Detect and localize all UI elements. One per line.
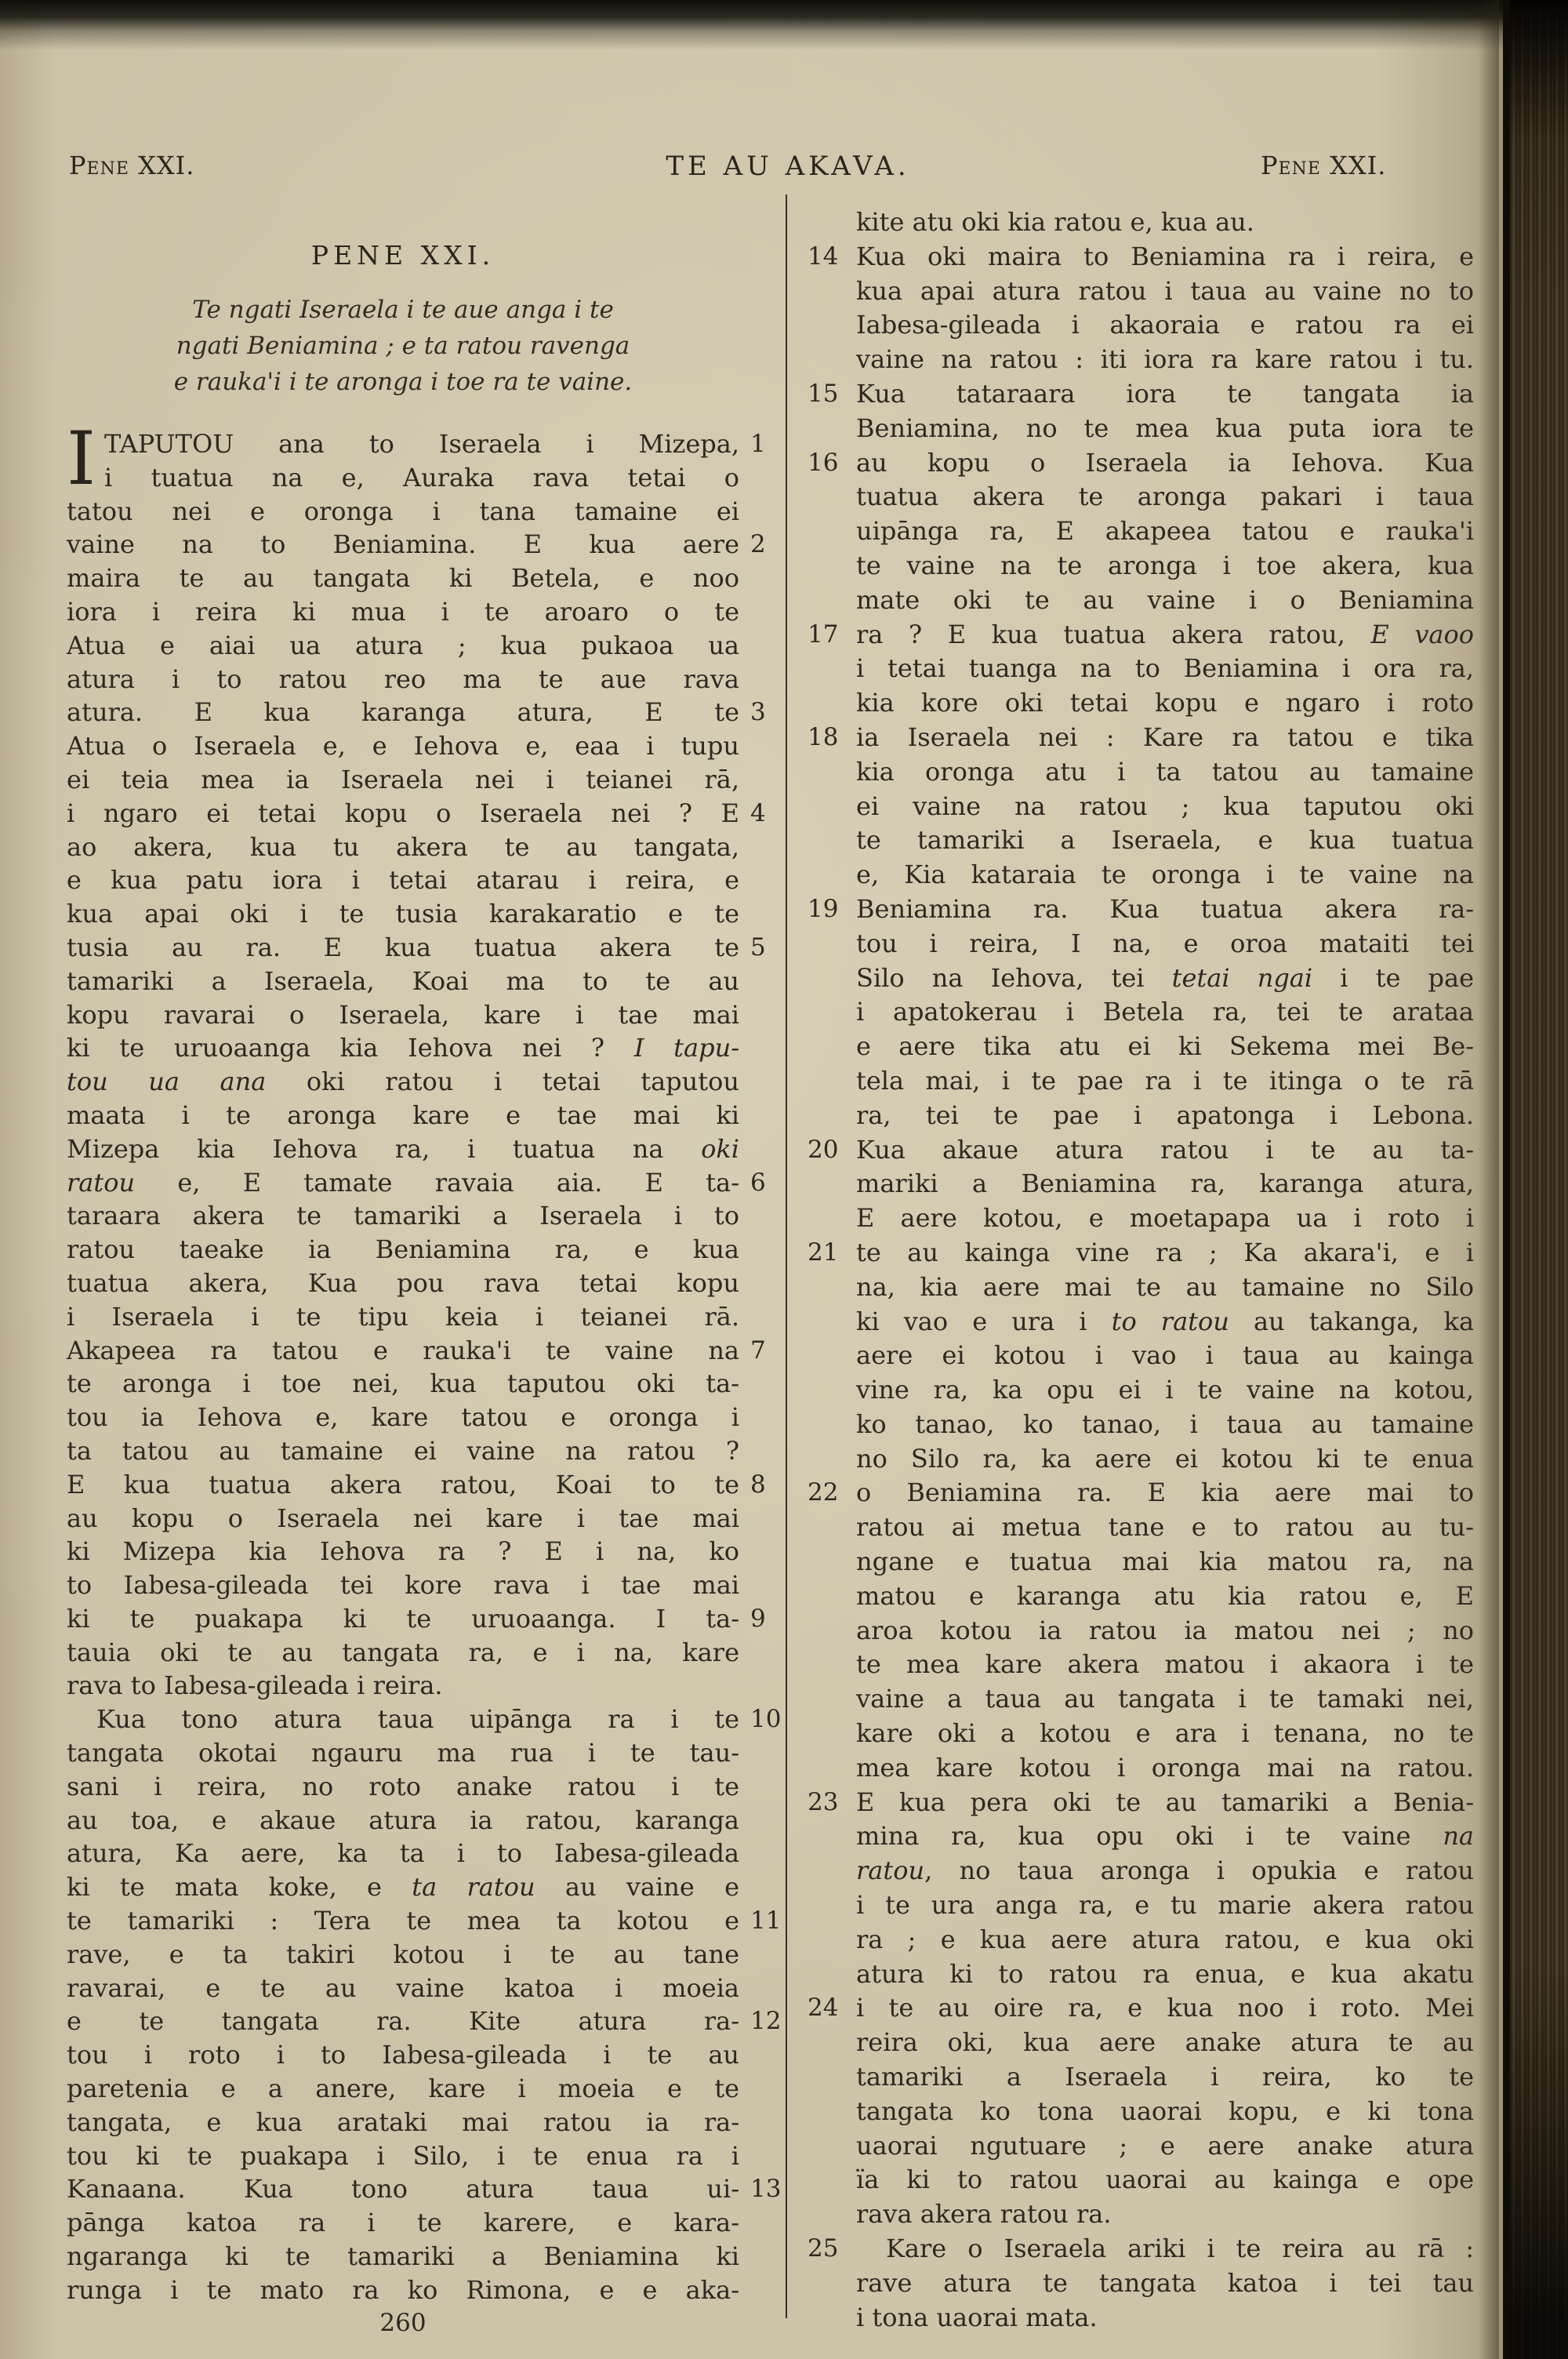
text-line (856, 1167, 1474, 1201)
line-text: kare oki a kotou e ara i tenana, no te (856, 1718, 1474, 1749)
text-line (67, 998, 739, 1032)
line-text: tusia au ra. E kua tuatua akera te (67, 932, 739, 962)
line-text: au kopu o Iseraela ia Iehova. Kua (856, 447, 1474, 478)
line-text: ra ; e kua aere atura ratou, e kua oki (856, 1924, 1474, 1954)
text-line (67, 1468, 766, 1502)
line-text: sani i reira, no roto anake ratou i te (67, 1771, 739, 1801)
text-line (67, 2240, 739, 2274)
verse-number: 17 (808, 620, 839, 649)
line-text: kia oronga atu i ta tatou au tamaine (856, 756, 1474, 787)
line-text: i ngaro ei tetai kopu o Iseraela nei ? E (67, 798, 739, 828)
line-text: matou e karanga atu kia ratou e, E (856, 1580, 1474, 1611)
text-line (67, 2005, 782, 2038)
text-line (856, 1305, 1474, 1339)
text-line (808, 240, 1474, 274)
text-line (856, 2060, 1474, 2095)
line-text: ra ? E kua tuatua akera ratou, E vaoo (856, 619, 1475, 649)
line-text: reira oki, kua aere anake atura te au (856, 2027, 1474, 2058)
text-line (67, 1199, 739, 1233)
text-line (67, 1972, 739, 2005)
verse-number: 16 (808, 448, 839, 477)
text-line (856, 1682, 1474, 1717)
line-text: i tetai tuanga na to Beniamina i ora ra, (856, 653, 1474, 684)
text-line (67, 1736, 739, 1770)
text-line (67, 1870, 739, 1904)
line-text: ki Mizepa kia Iehova ra ? E i na, ko (67, 1536, 739, 1567)
text-line (808, 721, 1474, 755)
line-text: ïa ki to ratou uaorai au kainga e ope (856, 2165, 1474, 2195)
line-text: tatou nei e oronga i tana tamaine ei (67, 496, 739, 526)
line-text: i apatokerau i Betela ra, tei te arataa (856, 997, 1474, 1027)
verse-number: 19 (808, 894, 839, 923)
text-line (856, 1510, 1474, 1545)
line-text: e kua patu iora i tetai atarau i reira, e (67, 865, 739, 896)
line-text: no Silo ra, ka aere ei kotou ki te enua (856, 1443, 1474, 1474)
line-text: au kopu o Iseraela nei kare i tae mai (67, 1503, 739, 1533)
text-line (67, 1602, 766, 1636)
line-text: ko tanao, ko tanao, i taua au tamaine (856, 1408, 1474, 1439)
text-line (67, 863, 739, 897)
text-line (67, 1031, 739, 1065)
text-line (67, 729, 739, 763)
line-text: Mizepa kia Iehova ra, i tuatua na oki (67, 1133, 739, 1164)
text-line (67, 2106, 739, 2139)
line-text: vaine a taua au tangata i te tamaki nei, (856, 1684, 1474, 1714)
line-text: Silo na Iehova, tei tetai ngai i te pae (856, 962, 1475, 993)
text-line (67, 1132, 739, 1166)
text-line (856, 995, 1474, 1030)
line-text: Atua e aiai ua atura ; kua pukaoa ua (67, 630, 739, 660)
summary-line: e rauka'i i te aronga i toe ra te vaine. (173, 368, 633, 396)
text-line (67, 931, 766, 965)
text-line (67, 1401, 739, 1434)
text-line (856, 1854, 1474, 1888)
line-text: atura ki to ratou ra enua, e kua akatu (856, 1958, 1474, 1989)
text-line (808, 1236, 1474, 1270)
line-text: te tamariki a Iseraela, e kua tuatua (856, 825, 1474, 856)
text-line (856, 1751, 1474, 1786)
line-text: iora i reira ki mua i te aroaro o te (67, 596, 739, 627)
line-text: ravarai, e te au vaine katoa i moeia (67, 1972, 739, 2003)
line-text: rava akera ratou ra. (856, 2199, 1112, 2230)
line-text: tou ki te puakapa i Silo, i te enua ra i (67, 2140, 739, 2171)
line-text: tou ia Iehova e, kare tatou e oronga i (67, 1402, 739, 1433)
text-line (67, 1267, 739, 1300)
line-text: ta tatou au tamaine ei vaine na ratou ? (67, 1435, 739, 1466)
line-text: tamariki a Iseraela i reira, ko te (856, 2062, 1474, 2092)
book-fore-edge (1503, 0, 1568, 2359)
line-text: vaine na ratou : iti iora ra kare ratou i tu. (856, 344, 1474, 375)
text-line (856, 652, 1474, 686)
text-line (67, 2072, 739, 2106)
page-number: 260 (379, 2309, 426, 2337)
line-text: te aronga i toe nei, kua taputou oki ta- (67, 1369, 739, 1399)
text-line (67, 1535, 739, 1568)
line-text: Kare o Iseraela ariki i te reira au rā : (886, 2234, 1474, 2264)
line-text: mina ra, kua opu oki i te vaine na (856, 1821, 1474, 1852)
verse-number: 4 (750, 798, 766, 827)
line-text: i tona uaorai mata. (856, 2302, 1098, 2332)
running-header-left: Pene XXI. (69, 151, 195, 180)
text-line (856, 1201, 1474, 1236)
line-text: te vaine na te aronga i toe akera, kua (856, 550, 1474, 580)
text-line (67, 663, 739, 696)
line-text: Kua oki maira to Beniamina ra i reira, e (856, 241, 1474, 271)
line-text: uaorai ngutuare ; e aere anake atura (856, 2130, 1474, 2161)
text-line (67, 1065, 739, 1099)
line-text: i Iseraela i te tipu keia i teianei rā. (67, 1301, 739, 1332)
line-text: kua apai atura ratou i taua au vaine no to (856, 275, 1474, 306)
column-divider (786, 194, 787, 2318)
verse-number: 13 (750, 2175, 782, 2204)
text-line (808, 377, 1474, 412)
line-text: mariki a Beniamina ra, karanga atura, (856, 1169, 1474, 1199)
line-text: ratou ai metua tane e to ratou au tu- (856, 1512, 1474, 1543)
text-line (67, 1636, 739, 1670)
text-line (856, 823, 1474, 858)
line-text: mate oki te au vaine i o Beniamina (856, 584, 1474, 615)
text-line (67, 2172, 782, 2206)
text-line (856, 1648, 1474, 1682)
line-text: rave atura te tangata katoa i tei tau (856, 2267, 1474, 2298)
verse-number: 20 (808, 1135, 839, 1164)
line-text: atura, Ka aere, ka ta i to Iabesa-gileada (67, 1838, 739, 1869)
line-text: te tamariki : Tera te mea ta kotou e (67, 1906, 739, 1936)
line-text: atura. E kua karanga atura, E te (67, 697, 739, 728)
line-text: Kua akaue atura ratou i te au ta- (856, 1134, 1474, 1165)
line-text: i te au oire ra, e kua noo i roto. Mei (856, 1993, 1474, 2023)
text-line (67, 1233, 739, 1267)
text-line (856, 1717, 1474, 1751)
verse-number: 12 (750, 2007, 782, 2036)
running-title: TE AU AKAVA. (666, 151, 910, 182)
text-line (67, 1669, 739, 1703)
text-line (856, 583, 1474, 618)
text-line (67, 1938, 739, 1972)
text-line (808, 1133, 1474, 1168)
verse-number: 5 (750, 932, 766, 961)
text-line (856, 480, 1474, 514)
text-line (856, 1957, 1474, 1992)
text-line (808, 618, 1475, 652)
line-text: e te tangata ra. Kite atura ra- (67, 2006, 739, 2037)
text-line (808, 2232, 1474, 2266)
line-text: te au kainga vine ra ; Ka akara'i, e i (856, 1237, 1474, 1267)
line-text: atura i to ratou reo ma te aue rava (67, 663, 739, 694)
text-line (856, 2197, 1474, 2232)
line-text: vine ra, ka opu ei i te vaine na kotou, (856, 1375, 1474, 1405)
text-line (67, 1804, 739, 1837)
text-line (856, 858, 1474, 892)
verse-number: 10 (750, 1705, 782, 1734)
text-line (856, 1408, 1474, 1442)
line-text: ngane e tuatua mai kia matou ra, na (856, 1547, 1474, 1577)
line-text: tauia oki te au tangata ra, e i na, kare (67, 1637, 739, 1667)
text-line (856, 2095, 1474, 2129)
verse-number: 6 (750, 1168, 766, 1197)
line-text: ratou taeake ia Beniamina ra, e kua (67, 1234, 739, 1265)
line-text: Atua o Iseraela e, e Iehova e, eaa i tupu (67, 731, 739, 761)
line-text: Iabesa-gileada i akaoraia e ratou ra ei (856, 310, 1474, 340)
verse-number: 22 (808, 1478, 839, 1507)
text-line (67, 2274, 739, 2307)
text-line (856, 1064, 1474, 1099)
line-text: Beniamina, no te mea kua puta iora te (856, 413, 1474, 443)
chapter-heading: PENE XXI. (310, 240, 495, 271)
verse-number: 3 (750, 698, 766, 727)
verse-number: 18 (808, 722, 839, 751)
line-text: tou i roto i to Iabesa-gileada i te au (67, 2040, 739, 2070)
text-line (67, 763, 739, 797)
text-line (856, 1099, 1474, 1133)
line-text: Kua tataraara iora te tangata ia (856, 378, 1474, 409)
verse-number: 9 (750, 1604, 766, 1633)
verse-number: 2 (750, 530, 766, 559)
line-text: rava to Iabesa-gileada i reira. (67, 1670, 443, 1701)
text-line (856, 2163, 1474, 2197)
line-text: kite atu oki kia ratou e, kua au. (856, 207, 1254, 237)
text-line (67, 831, 739, 864)
text-line (67, 1300, 739, 1334)
line-text: runga i te mato ra ko Rimona, e e aka- (67, 2274, 739, 2305)
text-line (67, 1099, 739, 1132)
line-text: kopu ravarai o Iseraela, kare i tae mai (67, 999, 739, 1030)
line-text: vaine na to Beniamina. E kua aere (67, 529, 739, 560)
right-column (808, 205, 1475, 2335)
text-line (67, 1703, 782, 1736)
line-text: e, Kia kataraia te oronga i te vaine na (856, 860, 1474, 890)
text-line (856, 1339, 1474, 1373)
text-line (856, 1923, 1474, 1957)
text-line (856, 308, 1474, 343)
text-line (67, 2139, 739, 2173)
text-line (67, 1334, 766, 1368)
line-text: ratou, no taua aronga i opukia e ratou (856, 1856, 1474, 1886)
verse-number: 24 (808, 1994, 839, 2023)
verse-number: 15 (808, 379, 839, 408)
running-header-right: Pene XXI. (1261, 151, 1387, 180)
line-text: o Beniamina ra. E kia aere mai to (856, 1478, 1474, 1508)
text-line (67, 1770, 739, 1804)
text-line (856, 549, 1474, 583)
text-line (856, 514, 1474, 549)
line-text: uipānga ra, E akapeea tatou e rauka'i (856, 516, 1474, 547)
line-text: ki te mata koke, e ta ratou au vaine e (67, 1872, 740, 1903)
text-line (808, 1476, 1474, 1510)
line-text: tela mai, i te pae ra i te itinga o te rā (856, 1065, 1474, 1096)
line-text: ei teia mea ia Iseraela nei i teianei rā, (67, 764, 739, 794)
line-text: au toa, e akaue atura ia ratou, karanga (67, 1805, 739, 1835)
text-line (856, 755, 1474, 790)
text-line (856, 1579, 1474, 1614)
verse-number: 14 (808, 242, 839, 271)
text-line (856, 205, 1474, 240)
line-text: mea kare kotou i oronga mai na ratou. (856, 1752, 1474, 1783)
line-text: tangata, e kua arataki mai ratou ia ra- (67, 2106, 739, 2137)
text-line (856, 2266, 1474, 2301)
line-text: tou i reira, I na, e oroa mataiti tei (856, 928, 1474, 958)
line-text: e aere tika atu ei ki Sekema mei Be- (856, 1031, 1474, 1062)
text-line (808, 446, 1474, 481)
line-text: kua apai oki i te tusia karakaratio e te (67, 899, 739, 929)
text-line (856, 927, 1474, 961)
line-text: na, kia aere mai te au tamaine no Silo (856, 1271, 1474, 1302)
line-text: aroa kotou ia ratou ia matou nei ; no (856, 1615, 1474, 1645)
text-line (67, 696, 766, 729)
text-line (856, 1614, 1474, 1648)
chapter-summary (67, 292, 739, 400)
text-line (67, 1568, 739, 1602)
text-line (67, 2038, 739, 2072)
line-text: Akapeea ra tatou e rauka'i te vaine na (67, 1335, 739, 1365)
line-text: maira te au tangata ki Betela, e noo (67, 563, 739, 594)
line-text: ia Iseraela nei : Kare ra tatou e tika (856, 722, 1474, 752)
left-column (67, 416, 782, 2307)
line-text: ratou e, E tamate ravaia aia. E ta- (67, 1167, 739, 1198)
text-line (808, 1991, 1474, 2026)
text-line (856, 2129, 1474, 2164)
line-text: E aere kotou, e moetapapa ua i roto i (856, 1203, 1474, 1234)
text-line (67, 1367, 739, 1401)
line-text: kia kore oki tetai kopu e ngaro i roto (856, 688, 1474, 718)
text-line (67, 1837, 739, 1870)
text-line (856, 2301, 1474, 2335)
text-line (808, 1786, 1474, 1820)
line-text: tangata ko tona uaorai kopu, e ki tona (856, 2095, 1474, 2126)
summary-line: Te ngati Iseraela i te aue anga i te (192, 296, 614, 324)
line-text: ei vaine na ratou ; kua taputou oki (856, 791, 1474, 821)
verse-number: 8 (750, 1470, 766, 1499)
line-text: maata i te aronga kare e tae mai ki (67, 1100, 739, 1130)
text-line (67, 1904, 782, 1938)
line-text: ki te puakapa ki te uruoaanga. I ta- (67, 1603, 739, 1634)
text-line (856, 412, 1474, 446)
text-line (808, 892, 1474, 927)
summary-line: ngati Beniamina ; e ta ratou ravenga (176, 332, 630, 360)
text-line (67, 1434, 739, 1468)
text-line (67, 629, 739, 663)
text-line (67, 2206, 739, 2240)
line-text: i te ura anga ra, e tu marie akera ratou (856, 1890, 1474, 1921)
text-line (856, 274, 1474, 309)
line-text: E kua pera oki te au tamariki a Benia- (856, 1787, 1474, 1817)
text-line (856, 343, 1474, 377)
line-text: i tuatua na e, Auraka rava tetai o (104, 462, 739, 493)
line-text: aere ei kotou i vao i taua au kainga (856, 1340, 1474, 1371)
text-line (856, 686, 1474, 721)
line-text: Kua tono atura taua uipānga ra i te (96, 1704, 739, 1735)
line-text: TAPUTOU ana to Iseraela i Mizepa, (104, 429, 739, 459)
line-text: paretenia e a anere, kare i moeia e te (67, 2074, 739, 2104)
text-line (67, 797, 766, 831)
text-line (856, 1270, 1474, 1305)
text-line (67, 965, 739, 998)
text-line (67, 528, 766, 562)
text-line (856, 1888, 1474, 1923)
text-line (67, 1502, 739, 1536)
line-text: ki te uruoaanga kia Iehova nei ? I tapu- (67, 1033, 740, 1063)
line-text: tangata okotai ngauru ma rua i te tau- (67, 1738, 739, 1768)
line-text: tuatua akera te aronga pakari i taua (856, 482, 1474, 512)
line-text: tuatua akera, Kua pou rava tetai kopu (67, 1267, 739, 1298)
line-text: ngaranga ki te tamariki a Beniamina ki (67, 2241, 739, 2272)
verse-number: 11 (750, 1906, 782, 1936)
verse-number: 23 (808, 1787, 839, 1816)
text-line (856, 2026, 1474, 2060)
line-text: to Iabesa-gileada tei kore rava i tae mai (67, 1570, 739, 1601)
text-line (856, 1442, 1474, 1477)
line-text: te mea kare akera matou i akaora i te (856, 1649, 1474, 1680)
drop-cap: I (67, 416, 96, 502)
line-text: Kanaana. Kua tono atura taua ui- (67, 2174, 739, 2205)
text-line (67, 495, 739, 529)
text-line (67, 461, 739, 495)
line-text: E kua tuatua akera ratou, Koai to te (67, 1469, 739, 1499)
line-text: ra, tei te pae i apatonga i Lebona. (856, 1100, 1474, 1130)
text-line (67, 595, 739, 629)
line-text: ao akera, kua tu akera te au tangata, (67, 831, 739, 862)
line-text: ki vao e ura i to ratou au takanga, ka (856, 1306, 1475, 1336)
text-line (67, 427, 766, 461)
line-text: tamariki a Iseraela, Koai ma to te au (67, 965, 739, 996)
text-line (856, 961, 1474, 996)
verse-number: 21 (808, 1238, 839, 1267)
text-line (67, 562, 739, 595)
line-text: tou ua ana oki ratou i tetai taputou (67, 1067, 740, 1097)
text-line (856, 790, 1474, 824)
line-text: Beniamina ra. Kua tuatua akera ra- (856, 893, 1474, 924)
text-line (67, 1166, 766, 1200)
line-text: rave, e ta takiri kotou i te au tane (67, 1939, 739, 1969)
verse-number: 7 (750, 1336, 766, 1365)
text-line (856, 1819, 1474, 1854)
verse-number: 25 (808, 2234, 839, 2263)
verse-number: 1 (750, 430, 766, 458)
text-line (856, 1030, 1474, 1064)
line-text: taraara akera te tamariki a Iseraela i to (67, 1201, 739, 1231)
text-line (856, 1545, 1474, 1579)
text-line (856, 1373, 1474, 1408)
text-line (67, 897, 739, 931)
line-text: pānga katoa ra i te karere, e kara- (67, 2208, 739, 2238)
